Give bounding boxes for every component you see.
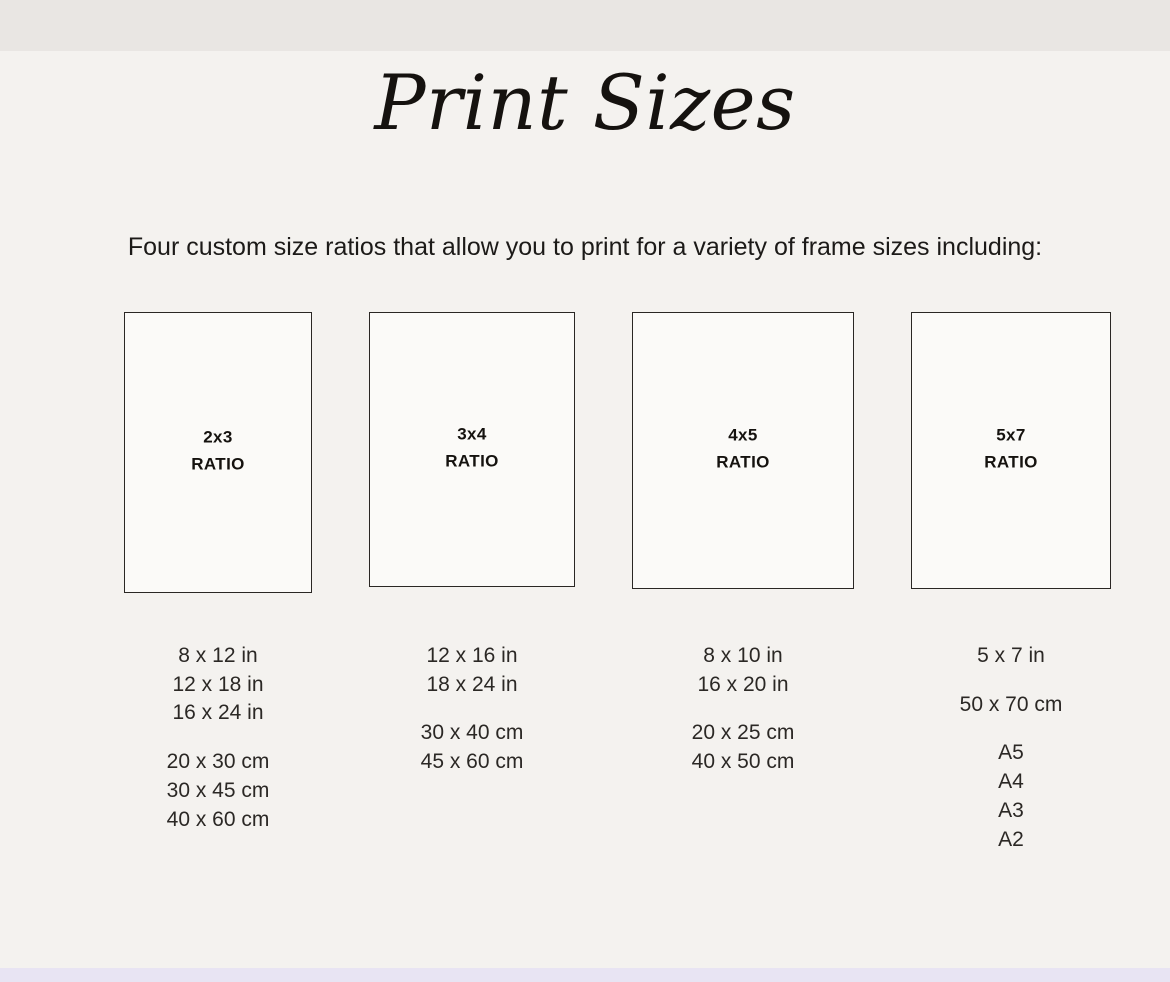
frame-label-2x3 — [125, 425, 311, 478]
size-list-2x3 — [124, 642, 312, 835]
frame-preview-2x3 — [124, 312, 312, 593]
size-line: 8 x 10 in — [703, 643, 783, 667]
size-list-3x4 — [369, 642, 575, 777]
frame-label-4x5 — [633, 423, 853, 476]
size-group-inches — [911, 642, 1111, 671]
ratio-value: 5x7 — [996, 426, 1026, 446]
size-line: 12 x 16 in — [426, 643, 518, 667]
size-group-a-series — [911, 739, 1111, 854]
size-line: 5 x 7 in — [977, 643, 1045, 667]
size-group-inches — [124, 642, 312, 728]
size-line: 50 x 70 cm — [959, 692, 1063, 716]
size-line: A2 — [998, 827, 1024, 851]
size-line: 30 x 40 cm — [420, 721, 524, 745]
page-subtitle: Four custom size ratios that allow you to print for a variety of frame sizes including: — [127, 232, 1043, 261]
frame-label-5x7 — [912, 423, 1110, 476]
size-line: 40 x 50 cm — [691, 750, 795, 774]
size-group-cm — [369, 719, 575, 777]
frame-preview-4x5 — [632, 312, 854, 589]
size-list-4x5 — [632, 642, 854, 777]
frame-label-3x4 — [370, 422, 574, 475]
page-title: Print Sizes — [374, 57, 796, 147]
size-line: A4 — [998, 770, 1024, 794]
ratio-value: 3x4 — [457, 425, 487, 445]
size-group-cm — [124, 748, 312, 834]
ratio-column-2x3 — [124, 312, 312, 831]
size-group-inches — [632, 642, 854, 700]
ratio-word: RATIO — [716, 452, 770, 472]
size-list-5x7 — [911, 642, 1111, 855]
ratio-value: 4x5 — [728, 426, 758, 446]
frame-preview-5x7 — [911, 312, 1111, 589]
print-sizes-page — [0, 51, 1170, 982]
size-line: 12 x 18 in — [172, 672, 264, 696]
size-group-inches — [369, 642, 575, 700]
size-line: 20 x 25 cm — [691, 721, 795, 745]
size-line: 45 x 60 cm — [420, 750, 524, 774]
ratio-column-5x7 — [911, 312, 1111, 851]
ratio-word: RATIO — [445, 451, 499, 471]
frame-preview-3x4 — [369, 312, 575, 587]
size-line: 8 x 12 in — [178, 643, 258, 667]
size-line: 16 x 20 in — [697, 672, 789, 696]
ratio-value: 2x3 — [203, 428, 233, 448]
size-group-cm — [632, 719, 854, 777]
size-line: 18 x 24 in — [426, 672, 518, 696]
size-group-cm — [911, 691, 1111, 720]
size-line: 40 x 60 cm — [166, 807, 270, 831]
size-line: A3 — [998, 798, 1024, 822]
ratio-column-4x5 — [632, 312, 854, 774]
size-line: 30 x 45 cm — [166, 778, 270, 802]
size-line: 16 x 24 in — [172, 701, 264, 725]
ratio-column-3x4 — [369, 312, 575, 774]
bottom-strip — [0, 968, 1170, 982]
size-line: A5 — [998, 741, 1024, 765]
size-line: 20 x 30 cm — [166, 750, 270, 774]
ratio-word: RATIO — [191, 454, 245, 474]
ratio-columns — [0, 312, 1170, 851]
ratio-word: RATIO — [984, 452, 1038, 472]
